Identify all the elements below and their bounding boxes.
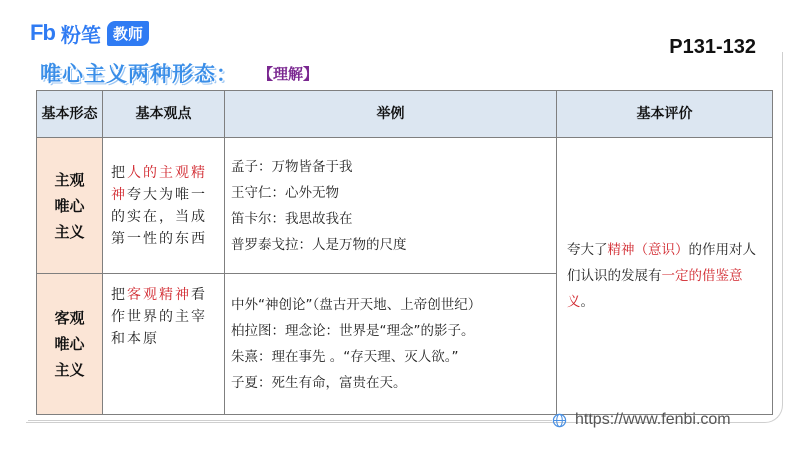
view-text: 夸大为唯一的实在，当成第一性的东西 [111,186,207,247]
table-header-row [37,91,773,138]
footer-divider [28,420,552,421]
form-subjective [37,138,103,274]
view-emphasis: 人的主观精神 [111,164,207,203]
footer-url[interactable]: https://www.fenbi.com [575,411,731,428]
eval-text: 夸大了 [567,242,608,258]
evaluation-cell [557,138,773,415]
header-examples: 举例 [225,91,557,138]
page-reference: P131-132 [669,36,756,58]
form-objective [37,274,103,415]
eval-emphasis: 精神（意识） [607,242,689,258]
view-text: 把 [111,287,127,303]
examples-subjective [225,138,557,274]
slide-title: 唯心主义两种形态： [40,62,238,86]
brand-logo [30,18,149,48]
eval-emphasis: 一定的借鉴意义 [567,268,743,310]
form-line: 唯心 [54,335,85,353]
view-text: 看作世界的主宰和本原 [111,287,207,347]
brand-mark: Fb [30,20,55,45]
example-item: 柏拉图：理念论：世界是“理念”的影子。 [231,323,475,339]
example-item: 子夏：死生有命，富贵在天。 [231,375,407,391]
form-line: 主义 [54,222,85,241]
form-line: 客观 [54,309,85,327]
brand-name: 粉笔 [60,22,101,47]
view-text: 把 [111,164,127,181]
view-emphasis: 客观精神 [127,287,191,303]
form-line: 主观 [54,170,85,189]
table-row-subjective [37,138,773,274]
view-objective [103,274,225,415]
header-form: 基本形态 [37,91,103,138]
header-evaluation: 基本评价 [557,91,773,138]
title-tag: 【理解】 [258,65,319,83]
example-item: 普罗泰戈拉：人是万物的尺度 [231,236,407,253]
eval-text: 的作用对人们认识的发展有 [567,242,756,284]
footer [552,411,731,429]
example-item: 王守仁：心外无物 [231,184,339,201]
example-item: 笛卡尔：我思故我在 [231,210,353,227]
comparison-table [36,90,773,415]
globe-icon [552,413,567,428]
eval-text: 。 [580,294,594,310]
view-subjective [103,138,225,274]
example-item: 朱熹：理在事先 。“存天理、灭人欲。” [231,349,459,365]
example-item: 孟子：万物皆备于我 [231,158,353,175]
examples-objective [225,274,557,415]
example-item: 中外“神创论”（盘古开天地、上帝创世纪） [231,297,482,313]
form-line: 主义 [54,361,85,379]
form-line: 唯心 [54,196,85,215]
brand-badge: 教师 [107,21,149,46]
header-view: 基本观点 [103,91,225,138]
